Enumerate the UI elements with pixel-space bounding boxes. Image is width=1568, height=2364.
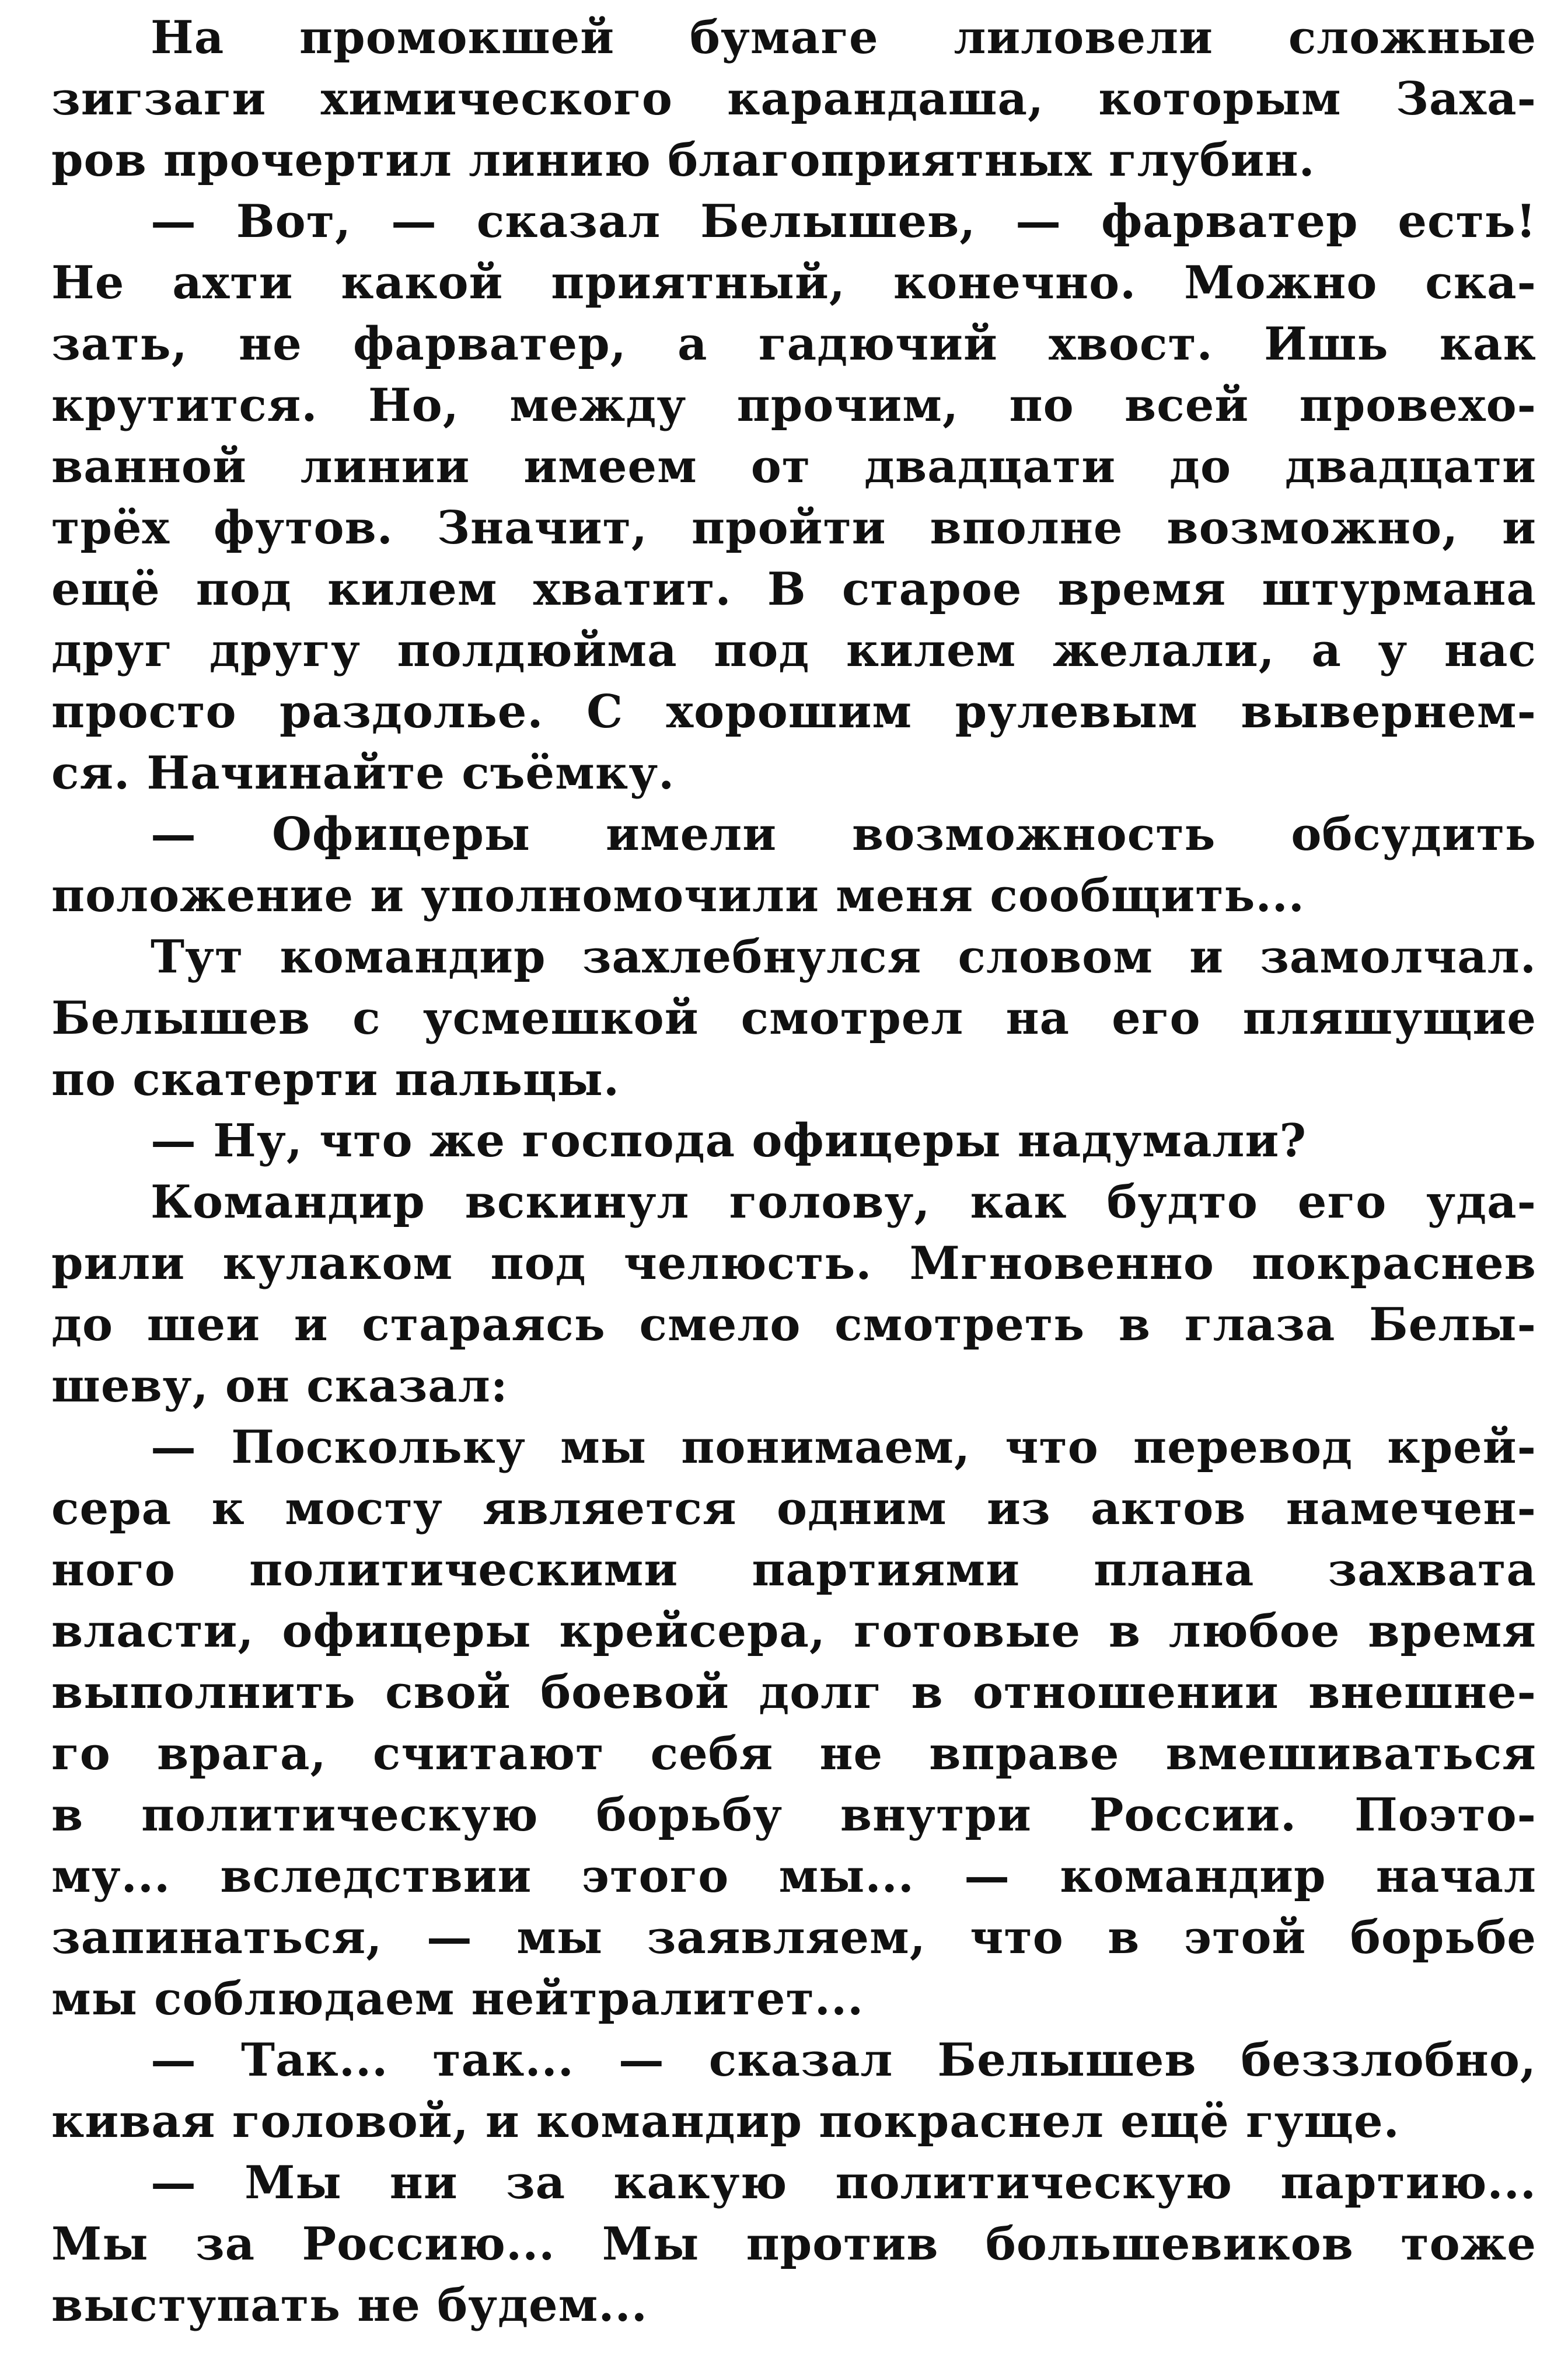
text-line: сера к мосту является одним из актов намечен- <box>51 1482 1536 1535</box>
text-line: — Так... так... — сказал Белышев беззлобно, <box>151 2034 1536 2087</box>
text-line: — Поскольку мы понимаем, что перевод крей- <box>151 1421 1536 1474</box>
text-line: ров прочертил линию благоприятных глубин. <box>51 134 1315 187</box>
text-line: до шеи и стараясь смело смотреть в глаза Белы- <box>51 1298 1536 1351</box>
text-line: мы соблюдаем нейтралитет... <box>51 1972 864 2025</box>
text-line: ещё под килем хватит. В старое время штурмана <box>51 563 1536 616</box>
text-line: — Ну, что же господа офицеры надумали? <box>151 1114 1307 1167</box>
text-line: Не ахти какой приятный, конечно. Можно ска- <box>51 256 1536 309</box>
text-line: ванной линии имеем от двадцати до двадцати <box>51 440 1536 493</box>
text-line: шеву, он сказал: <box>51 1359 508 1413</box>
text-line: друг другу полдюйма под килем желали, а у нас <box>51 624 1536 677</box>
text-line: зать, не фарватер, а гадючий хвост. Ишь как <box>51 318 1536 371</box>
text-line: в политическую борьбу внутри России. Поэто- <box>51 1788 1536 1842</box>
text-line: Тут командир захлебнулся словом и замолчал. <box>151 930 1536 984</box>
text-line: трёх футов. Значит, пройти вполне возможно, и <box>51 501 1536 555</box>
text-line: кивая головой, и командир покраснел ещё гуще. <box>51 2095 1400 2148</box>
text-line: крутится. Но, между прочим, по всей провехо- <box>51 379 1536 432</box>
text-line: рили кулаком под челюсть. Мгновенно покраснев <box>51 1237 1536 1290</box>
text-line: ся. Начинайте съёмку. <box>51 747 675 800</box>
text-line: му... вследствии этого мы... — командир начал <box>51 1850 1536 1903</box>
text-line: положение и уполномочили меня сообщить... <box>51 869 1305 922</box>
text-line: — Вот, — сказал Белышев, — фарватер есть! <box>151 195 1536 248</box>
text-line: выполнить свой боевой долг в отношении внешне- <box>51 1666 1536 1719</box>
book-page-text <box>51 7 1536 2336</box>
text-line: Мы за Россию... Мы против большевиков тоже <box>51 2217 1536 2271</box>
text-line: по скатерти пальцы. <box>51 1053 620 1106</box>
text-line: выступать не будем... <box>51 2279 648 2332</box>
text-line: Белышев с усмешкой смотрел на его пляшущие <box>51 992 1536 1045</box>
text-line: ного политическими партиями плана захвата <box>51 1543 1536 1596</box>
text-line: — Мы ни за какую политическую партию... <box>151 2156 1536 2209</box>
text-line: Командир вскинул голову, как будто его уда- <box>151 1176 1536 1229</box>
text-line: На промокшей бумаге лиловели сложные <box>151 11 1536 64</box>
text-line: запинаться, — мы заявляем, что в этой борьбе <box>51 1911 1536 1964</box>
text-line: власти, офицеры крейсера, готовые в любое время <box>51 1605 1536 1658</box>
text-line: го врага, считают себя не вправе вмешиваться <box>51 1727 1536 1780</box>
text-line: просто раздолье. С хорошим рулевым вывернем- <box>51 685 1536 738</box>
text-line: — Офицеры имели возможность обсудить <box>151 808 1536 861</box>
text-line: зигзаги химического карандаша, которым Заха- <box>51 72 1536 125</box>
